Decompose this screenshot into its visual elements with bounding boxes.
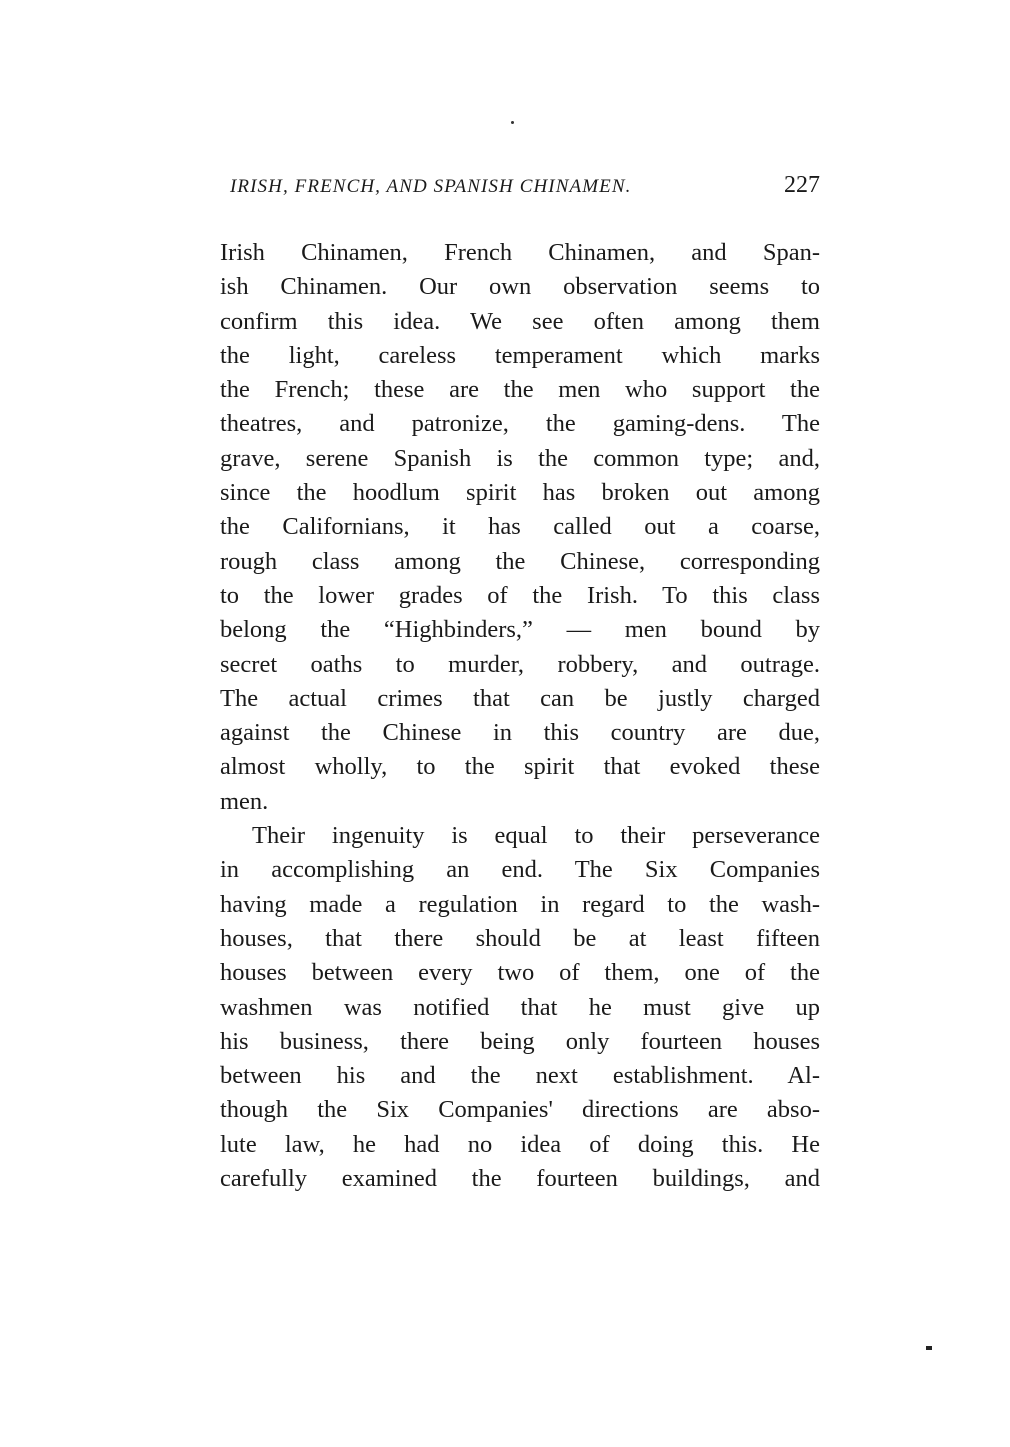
text-line: having made a regulation in regard to the wash- bbox=[220, 890, 820, 918]
text-line: to the lower grades of the Irish. To this class bbox=[220, 581, 820, 609]
ink-speck bbox=[926, 1346, 932, 1350]
text-line: against the Chinese in this country are due, bbox=[220, 719, 820, 747]
text-line: between his and the next establishment. Al- bbox=[220, 1062, 820, 1090]
text-line: since the hoodlum spirit has broken out among bbox=[220, 479, 820, 507]
text-line: men. bbox=[220, 787, 269, 815]
running-title: IRISH, FRENCH, AND SPANISH CHINAMEN. bbox=[230, 176, 632, 197]
text-line: houses between every two of them, one of the bbox=[220, 959, 820, 987]
text-line: washmen was notified that he must give up bbox=[220, 993, 820, 1021]
text-line: confirm this idea. We see often among them bbox=[220, 307, 820, 335]
text-line: lute law, he had no idea of doing this. He bbox=[220, 1130, 820, 1158]
text-line: the Californians, it has called out a coarse, bbox=[220, 513, 820, 541]
running-head bbox=[230, 172, 820, 206]
text-line: the light, careless temperament which marks bbox=[220, 341, 820, 369]
ink-speck bbox=[511, 121, 514, 124]
text-line: Irish Chinamen, French Chinamen, and Span- bbox=[220, 239, 820, 266]
text-line: The actual crimes that can be justly charged bbox=[220, 684, 820, 712]
text-line: belong the “Highbinders,” — men bound by bbox=[220, 616, 820, 644]
body-text bbox=[220, 236, 820, 1196]
text-line: carefully examined the fourteen buildings, and bbox=[220, 1165, 820, 1193]
text-line: almost wholly, to the spirit that evoked these bbox=[220, 753, 820, 781]
text-line: grave, serene Spanish is the common type; and, bbox=[220, 444, 820, 472]
page-number: 227 bbox=[784, 172, 820, 198]
paragraph-start-line: Their ingenuity is equal to their perseverance bbox=[252, 822, 820, 850]
text-line: houses, that there should be at least fifteen bbox=[220, 924, 820, 952]
text-line: theatres, and patronize, the gaming-dens. The bbox=[220, 410, 820, 438]
text-line: ish Chinamen. Our own observation seems to bbox=[220, 273, 820, 301]
text-line: rough class among the Chinese, corresponding bbox=[220, 547, 820, 575]
text-line: the French; these are the men who support the bbox=[220, 376, 820, 404]
text-line: secret oaths to murder, robbery, and outrage. bbox=[220, 650, 820, 678]
text-line: in accomplishing an end. The Six Companies bbox=[220, 856, 820, 884]
text-line: though the Six Companies' directions are abso- bbox=[220, 1096, 820, 1124]
text-line: his business, there being only fourteen houses bbox=[220, 1027, 820, 1055]
